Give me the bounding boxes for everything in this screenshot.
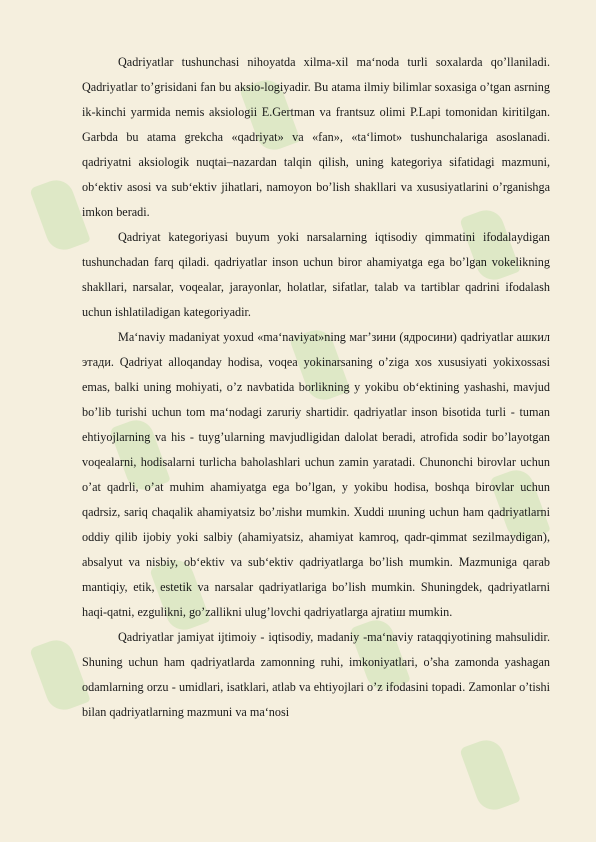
watermark-logo (459, 735, 521, 814)
paragraph-2: Qadriyat kategoriyasi buyum yoki narsalarning iqtisodiy qimmatini ifodalaydigan tushunchadan farq qiladi. qadriyatlar inson uchun biror ahamiyatga ega bo’lgan vokelikning shakllari, narsalar, voqealar, jarayonlar, holatlar, sifatlar, talab va tartiblar qadrini ifodalash uchun ishlatiladigan kategoriyadir. (82, 230, 550, 319)
document-body (82, 50, 550, 725)
paragraph-3: Ma‘naviy madaniyat yoxud «ma‘naviyat»ning маг’зини (ядросини) qadriyatlar ашкил этади. Qadriyat alloqanday hodisa, voqea yokinarsaning o’ziga xos xususiyati yokixossasi emas, balki uning mohiyati, o’z navbatida borlikning y yokibu ob‘ektining yashashi, mavjud bo’lib turishi uchun tom ma‘nodagi zaruriy shartidir. qadriyatlar inson bisotida turli - tuman ehtiyojlarning va his - tuyg’ularning mavjudligidan dalolat beradi, atrofida sodir bo’layotgan voqealarni, hodisalarni turlicha baholashlari uchun zamin yaratadi. Chunonchi birovlar uchun o’at qadrli, o’at muhim ahamiyatga ega bo’lgan, y yokibu hodisa, boshqa birovlar uchun qadrsiz, sariq chaqalik ahamiyatsiz bo’лishи mumkin. Xuddi шuning uchun ham qadriyatlarni oddiy qilib ijobiy yoki salbiy (ahamiyatsiz, ahamiyat kamroq, qadr-qimmat sezilmaydigan), absalyut va nisbiy, ob‘ektiv va sub‘ektiv qadriyatlarga bo’lish mumkin. Mazmuniga qarab mantiqiy, etik, estetik va narsalar qadriyatlariga bo’lish mumkin. Shuningdek, qadriyatlarni haqi-qatni, ezgulikni, go’zallikni ulug’lovchi qadriyatlarga ajratiш mumkin. (82, 330, 550, 619)
paragraph-1: Qadriyatlar tushunchasi nihoyatda xilma-xil ma‘noda turli soxalarda qo’llaniladi. Qadriyatlar to’grisidani fan bu aksio-logiyadir. Bu atama ilmiy bilimlar soxasiga o’tgan asrning ik-kinchi yarmida nemis aksiologii E.Gertman va frantsuz olimi P.Lapi tomonidan kiritilgan. Garbda bu atama grekcha «qadriyat» va «fan», «ta‘limot» tushunchalariga asoslanadi. qadriyatni aksiologik nuqtai–nazardan talqin qilish, uning kategoriya sifatidagi mazmuni, ob‘ektiv asosi va sub‘ektiv jihatlari, namoyon bo’lish shakllari va xususiyatlarini o’rganishga imkon beradi. (82, 55, 550, 219)
paragraph-4: Qadriyatlar jamiyat ijtimoiy - iqtisodiy, madaniy -ma‘naviy rataqqiyotining mahsulidir. Shuning uchun ham qadriyatlarda zamonning ruhi, imkoniyatlari, o’sha zamonda yashagan odamlarning orzu - umidlari, isatklari, atlab va ehtiyojlari o’z ifodasini topadi. Zamonlar o’tishi bilan qadriyatlarning mazmuni va ma‘nosi (82, 630, 550, 719)
